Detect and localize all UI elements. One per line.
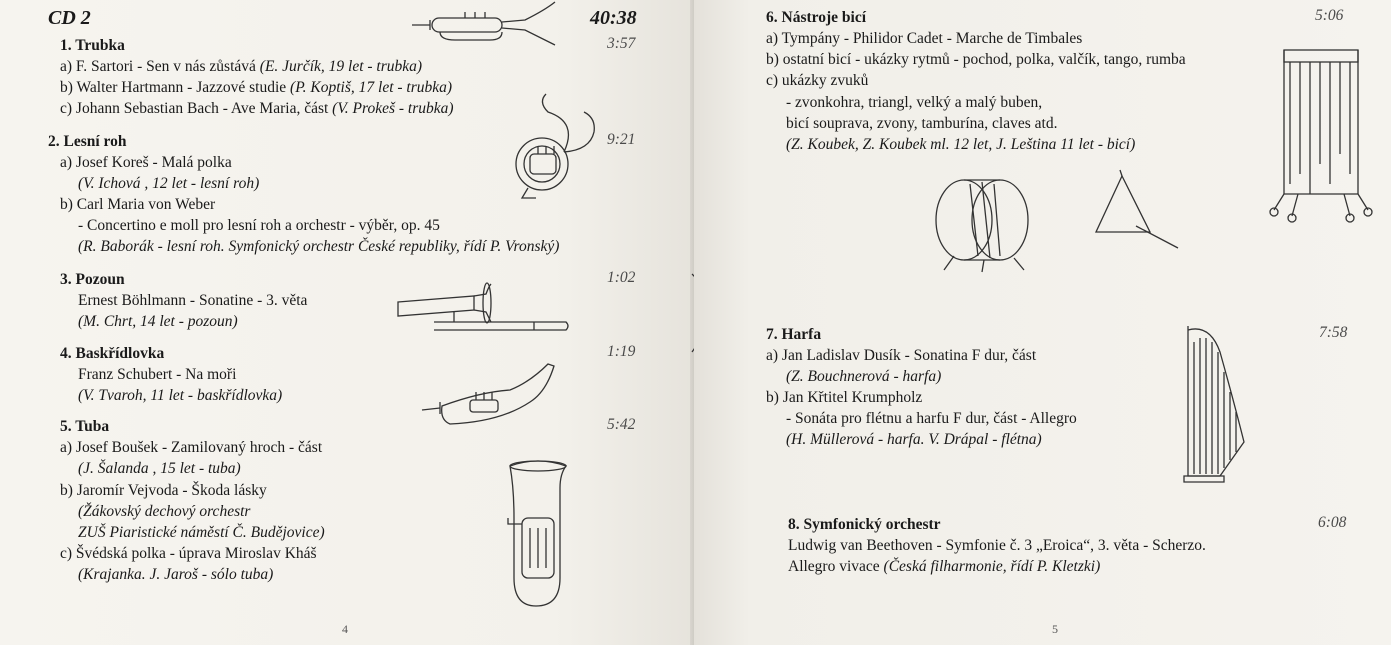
track-line: b) Jaromír Vejvoda - Škoda lásky [60, 482, 267, 499]
french-horn-icon [508, 92, 598, 202]
triangle-icon [1092, 172, 1182, 252]
left-page [0, 0, 694, 645]
performer-line: (Z. Bouchnerová - harfa) [786, 368, 942, 385]
section-title: 2. Lesní roh [48, 133, 127, 150]
track-line: c) Švédská polka - úprava Miroslav Kháš [60, 545, 317, 562]
track-line: b) ostatní bicí - ukázky rytmů - pochod, polka, valčík, tango, rumba [766, 51, 1186, 68]
flugelhorn-icon [420, 362, 560, 432]
performer-line: (V. Ichová , 12 let - lesní roh) [78, 175, 260, 192]
track-duration: 5:06 [1315, 7, 1344, 24]
performer-line: (V. Tvaroh, 11 let - baskřídlovka) [78, 387, 283, 404]
track-line: - Concertino e moll pro lesní roh a orchestr - výběr, op. 45 [78, 217, 440, 234]
page-number: 5 [1052, 622, 1058, 636]
track-line: Franz Schubert - Na moři [78, 366, 237, 383]
page-number: 4 [342, 622, 348, 636]
performer-line: (R. Baborák - lesní roh. Symfonický orchestr České republiky, řídí P. Vronský) [78, 238, 560, 255]
track-line: c) ukázky zvuků [766, 72, 869, 89]
right-page [694, 0, 1391, 645]
track-line: Allegro vivace (Česká filharmonie, řídí P. Kletzki) [788, 558, 1101, 575]
track-line: b) Jan Křtitel Krumpholz [766, 389, 923, 406]
track-line: Ludwig van Beethoven - Symfonie č. 3 „Eroica“, 3. věta - Scherzo. [788, 537, 1206, 554]
performer-line: (Krajanka. J. Jaroš - sólo tuba) [78, 566, 274, 583]
cd-label: CD 2 [48, 7, 91, 29]
section-title: 5. Tuba [60, 418, 110, 435]
section-title: 3. Pozoun [60, 271, 125, 288]
section-title: 6. Nástroje bicí [766, 9, 867, 26]
track-line: Ernest Böhlmann - Sonatine - 3. věta [78, 292, 308, 309]
track-duration: 1:19 [607, 343, 636, 360]
performer-line: (J. Šalanda , 15 let - tuba) [78, 460, 241, 477]
section-title: 8. Symfonický orchestr [788, 516, 941, 533]
track-line: a) Tympány - Philidor Cadet - Marche de Timbales [766, 30, 1083, 47]
track-duration: 1:02 [607, 269, 636, 286]
tuba-icon [500, 458, 580, 618]
section-title: 7. Harfa [766, 326, 822, 343]
performer-line: ZUŠ Piaristické náměstí Č. Budějovice) [78, 524, 325, 541]
bass-drum-icon [934, 176, 1034, 272]
performer-line: (Žákovský dechový orchestr [78, 503, 251, 520]
track-line: a) Josef Koreš - Malá polka [60, 154, 232, 171]
track-line: - zvonkohra, triangl, velký a malý buben, [786, 94, 1043, 111]
track-line: - Sonáta pro flétnu a harfu F dur, část - Allegro [786, 410, 1077, 427]
track-duration: 7:58 [1319, 324, 1348, 341]
track-line: bicí souprava, zvony, tamburína, claves atd. [786, 115, 1058, 132]
performer-line: (Z. Koubek, Z. Koubek ml. 12 let, J. Leština 11 let - bicí) [786, 136, 1136, 153]
performer-line: (M. Chrt, 14 let - pozoun) [78, 313, 238, 330]
track-line: b) Walter Hartmann - Jazzové studie (P. Koptiš, 17 let - trubka) [60, 79, 453, 96]
track-line: c) Johann Sebastian Bach - Ave Maria, část (V. Prokeš - trubka) [60, 100, 454, 117]
performer-line: (H. Müllerová - harfa. V. Drápal - flétna) [786, 431, 1042, 448]
harp-icon [1180, 322, 1250, 486]
track-line: b) Carl Maria von Weber [60, 196, 216, 213]
section-title: 1. Trubka [60, 37, 125, 54]
track-line: a) Josef Boušek - Zamilovaný hroch - část [60, 439, 323, 456]
track-duration: 9:21 [607, 131, 636, 148]
tubular-bells-icon [1278, 44, 1370, 224]
track-line: a) F. Sartori - Sen v nás zůstává (E. Jurčík, 19 let - trubka) [60, 58, 423, 75]
track-duration: 6:08 [1318, 514, 1347, 531]
section-title: 4. Baskřídlovka [60, 345, 165, 362]
track-duration: 5:42 [607, 416, 636, 433]
track-line: a) Jan Ladislav Dusík - Sonatina F dur, část [766, 347, 1037, 364]
trumpet-icon [410, 0, 560, 45]
trombone-icon [394, 282, 574, 342]
total-duration: 40:38 [590, 7, 637, 29]
track-duration: 3:57 [607, 35, 636, 52]
